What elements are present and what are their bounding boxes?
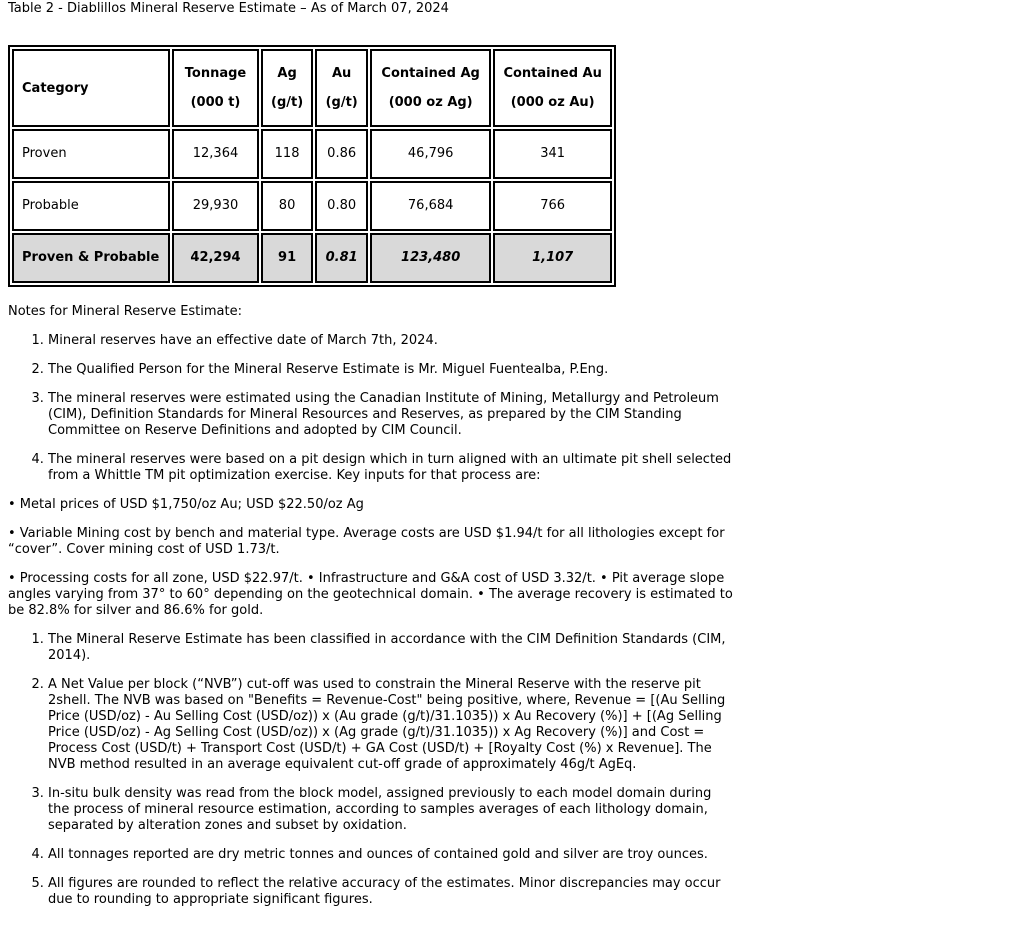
cell-au: 0.86 [315, 129, 368, 179]
table-header-row [12, 49, 612, 127]
note-item: 3. The mineral reserves were estimated using the Canadian Institute of Mining, Metallurgy and Petroleum (CIM), Definition Standards for Mineral Resources and Reserves, as prepared by the CIM Standing Committee on Reserve Definitions and adopted by CIM Council. [48, 391, 736, 439]
header-au: Au (g/t) [315, 49, 368, 127]
table-row-proven [12, 129, 612, 179]
header-tonnage: Tonnage (000 t) [172, 49, 259, 127]
bullet-mining-cost: • Variable Mining cost by bench and material type. Average costs are USD $1.94/t for all lithologies except for “cover”. Cover mining cost of USD 1.73/t. [8, 526, 725, 557]
table-row-total [12, 233, 612, 283]
cell-contained-ag: 123,480 [370, 233, 491, 283]
note-item: 2. A Net Value per block (“NVB”) cut-off was used to constrain the Mineral Reserve with the reserve pit 2shell. The NVB was based on "Benefits = Revenue-Cost" being positive, where, Revenue = [(Au Selling Price (USD/oz) - Au Selling Cost (USD/oz)) x (Au grade (g/t)/31.1035)) x Au Recovery (%)] + [(Ag Selling Price (USD/oz) - Ag Selling Cost (USD/oz)) x (Ag grade (g/t)/31.1035)) x Ag Recovery (%)] and Cost = Process Cost (USD/t) + Transport Cost (USD/t) + GA Cost (USD/t) + [Royalty Cost (%) x Revenue]. The NVB method resulted in an average equivalent cut-off grade of approximately 46g/t AgEq. [48, 677, 736, 773]
notes-list-first [8, 333, 736, 484]
cell-category: Probable [12, 181, 170, 231]
cell-contained-ag: 76,684 [370, 181, 491, 231]
note-item: 3. In-situ bulk density was read from the block model, assigned previously to each model domain during the process of mineral resource estimation, according to samples averages of each lithology domain, separated by alteration zones and subset by oxidation. [48, 786, 736, 834]
note-item: 2. The Qualified Person for the Mineral Reserve Estimate is Mr. Miguel Fuentealba, P.Eng. [48, 362, 736, 378]
note-item: 5. All figures are rounded to reflect the relative accuracy of the estimates. Minor discrepancies may occur due to rounding to appropriate significant figures. [48, 876, 736, 908]
note-item: 1. Mineral reserves have an effective date of March 7th, 2024. [48, 333, 736, 349]
table-row-probable [12, 181, 612, 231]
cell-au: 0.81 [315, 233, 368, 283]
cell-au: 0.80 [315, 181, 368, 231]
notes-heading: Notes for Mineral Reserve Estimate: [8, 304, 242, 319]
cell-tonnage: 12,364 [172, 129, 259, 179]
cell-tonnage: 42,294 [172, 233, 259, 283]
header-category: Category [12, 49, 170, 127]
cell-ag: 80 [261, 181, 313, 231]
cell-category: Proven & Probable [12, 233, 170, 283]
cell-contained-au: 1,107 [493, 233, 612, 283]
cell-tonnage: 29,930 [172, 181, 259, 231]
header-contained-au: Contained Au (000 oz Au) [493, 49, 612, 127]
note-item: 4. The mineral reserves were based on a pit design which in turn aligned with an ultimate pit shell selected from a Whittle TM pit optimization exercise. Key inputs for that process are: [48, 452, 736, 484]
bullet-processing-costs: • Processing costs for all zone, USD $22.97/t. • Infrastructure and G&A cost of USD 3.32/t. • Pit average slope angles varying from 37° to 60° depending on the geotechnical domain. • The average recovery is estimated to be 82.8% for silver and 86.6% for gold. [8, 571, 733, 618]
cell-category: Proven [12, 129, 170, 179]
note-item: 1. The Mineral Reserve Estimate has been classified in accordance with the CIM Definition Standards (CIM, 2014). [48, 632, 736, 664]
cell-contained-ag: 46,796 [370, 129, 491, 179]
cell-ag: 118 [261, 129, 313, 179]
table-caption: Table 2 - Diablillos Mineral Reserve Estimate – As of March 07, 2024 [8, 1, 449, 16]
header-ag: Ag (g/t) [261, 49, 313, 127]
cell-contained-au: 766 [493, 181, 612, 231]
notes-list-second [8, 632, 736, 908]
cell-contained-au: 341 [493, 129, 612, 179]
bullet-metal-prices: • Metal prices of USD $1,750/oz Au; USD $22.50/oz Ag [8, 497, 364, 512]
mineral-reserve-table [8, 45, 616, 287]
note-item: 4. All tonnages reported are dry metric tonnes and ounces of contained gold and silver are troy ounces. [48, 847, 736, 863]
header-contained-ag: Contained Ag (000 oz Ag) [370, 49, 491, 127]
cell-ag: 91 [261, 233, 313, 283]
